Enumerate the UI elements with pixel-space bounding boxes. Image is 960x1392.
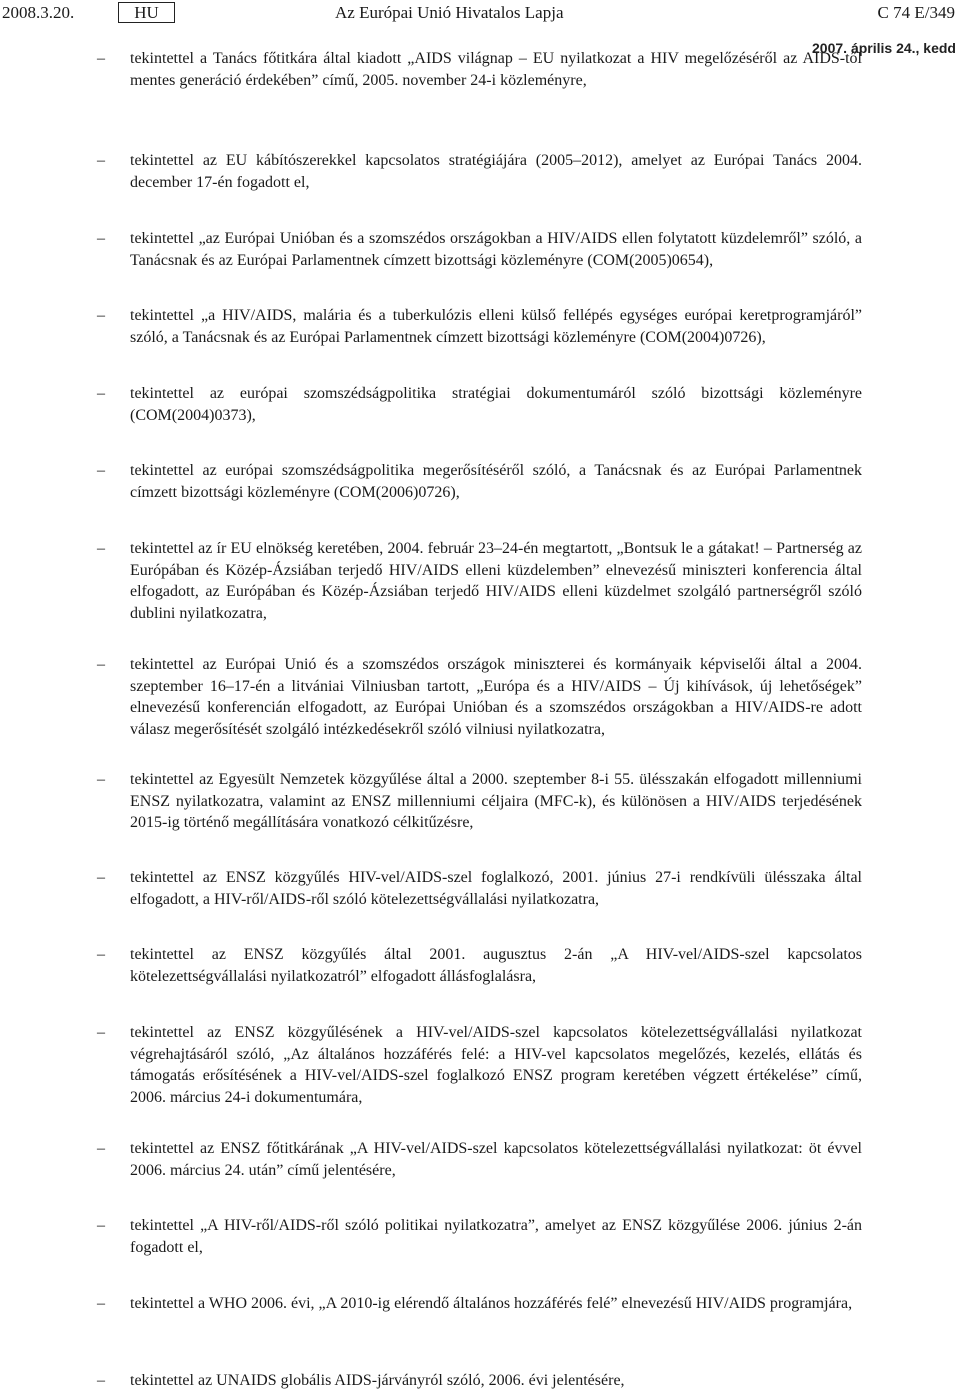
list-item-text: tekintettel a WHO 2006. évi, „A 2010-ig elérendő általános hozzáférés felé” elnevezésű HIV/AIDS programjára, [130,1295,853,1312]
list-item-text: tekintettel az ENSZ főtitkárának „A HIV-vel/AIDS-szel kapcsolatos kötelezettségvállalási nyilatkozat: öt évvel 2006. március 24. után” című jelentésére, [130,1140,862,1179]
list-item-text: tekintettel „A HIV-ről/AIDS-ről szóló politikai nyilatkozatra”, amelyet az ENSZ közgyűlése 2006. június 2-án fogadott el, [130,1217,862,1256]
bullet-dash: – [97,152,105,169]
bullet-dash: – [97,1217,105,1234]
bullet-dash: – [97,385,105,402]
bullet-dash: – [97,1372,105,1389]
list-item-text: tekintettel az ENSZ közgyűlésének a HIV-vel/AIDS-szel kapcsolatos kötelezettségvállalási nyilatkozat végrehajtásáról szóló, „Az általános hozzáférés felé: a HIV-vel kapcsolatos megelőzés, kezelés, ellátás és támogatás erősítésének a HIV-vel/AIDS-szel foglalkozó ENSZ program keretében végzett értékelése” című, 2006. március 24-i dokumentumára, [130,1024,862,1106]
list-item-text: tekintettel az ENSZ közgyűlés HIV-vel/AIDS-szel foglalkozó, 2001. június 27-i rendkívüli ülésszaka által elfogadott, a HIV-ről/AIDS-ről szóló kötelezettségvállalási nyilatkozatra, [130,869,862,908]
list-item-text: tekintettel a Tanács főtitkára által kiadott „AIDS világnap – EU nyilatkozat a HIV megelőzéséről az AIDS-től mentes generáció érdekében” című, 2005. november 24-i közleményre, [130,50,862,89]
bullet-dash: – [97,946,105,963]
list-item-text: tekintettel az Európai Unió és a szomszédos országok miniszterei és kormányaik képviselői által a 2004. szeptember 16–17-én a litvániai Vilniusban tartott, „Európa és a HIV/AIDS – Új kihívások, új lehetőségek” elnevezésű konferencián elfogadott, az Európai Unióban és a szomszédos országokban a HIV/AIDS-re adott válasz megerősítését szolgáló intézkedésekről szóló vilniusi nyilatkozatra, [130,656,862,738]
language-code-badge: HU [118,2,175,23]
bullet-dash: – [97,307,105,324]
list-item-text: tekintettel „az Európai Unióban és a szomszédos országokban a HIV/AIDS ellen folytatott küzdelemről” szóló, a Tanácsnak és az Európai Parlamentnek címzett bizottsági közleményre (COM(2005)0654), [130,230,862,269]
bullet-dash: – [97,869,105,886]
bullet-dash: – [97,540,105,557]
list-item-text: tekintettel „a HIV/AIDS, malária és a tuberkulózis elleni külső fellépés egységes európai keretprogramjáról” szóló, a Tanácsnak és az Európai Parlamentnek címzett bizottsági közleményre (COM(2004)0726), [130,307,862,346]
list-item-text: tekintettel az Egyesült Nemzetek közgyűlése által a 2000. szeptember 8-i 55. ülésszakán elfogadott millenniumi ENSZ nyilatkozatra, valamint az ENSZ millenniumi céljaira (MFC-k), és különösen a HIV/AIDS terjedésének 2015-ig történő megállítására vonatkozó célkitűzésre, [130,771,862,831]
bullet-dash: – [97,1295,105,1312]
journal-title: Az Európai Unió Hivatalos Lapja [335,3,564,22]
bullet-dash: – [97,656,105,673]
list-item-text: tekintettel az UNAIDS globális AIDS-járványról szóló, 2006. évi jelentésére, [130,1372,625,1389]
publication-date: 2008.3.20. [2,3,75,22]
list-item-text: tekintettel az EU kábítószerekkel kapcsolatos stratégiájára (2005–2012), amelyet az Európai Tanács 2004. december 17-én fogadott el, [130,152,862,191]
session-date: 2007. április 24., kedd [812,40,956,56]
list-item-text: tekintettel az ír EU elnökség keretében, 2004. február 23–24-én megtartott, „Bontsuk le a gátakat! – Partnerség az Európában és Közép-Ázsiában terjedő HIV/AIDS elleni küzdelemben” elnevezésű miniszteri konferencia által elfogadott, az Európában és Közép-Ázsiában terjedő HIV/AIDS elleni küzdelmet szolgáló partnerségről szóló dublini nyilatkozatra, [130,540,862,622]
bullet-dash: – [97,230,105,247]
bullet-dash: – [97,771,105,788]
bullet-dash: – [97,1024,105,1041]
bullet-dash: – [97,50,105,67]
page-header [0,0,960,30]
bullet-dash: – [97,1140,105,1157]
list-item-text: tekintettel az európai szomszédságpolitika megerősítéséről szóló, a Tanácsnak és az Európai Parlamentnek címzett bizottsági közleményre (COM(2006)0726), [130,462,862,501]
page-reference: C 74 E/349 [877,3,955,22]
list-item-text: tekintettel az ENSZ közgyűlés által 2001. augusztus 2-án „A HIV-vel/AIDS-szel kapcsolatos kötelezettségvállalási nyilatkozatról” elfogadott állásfoglalásra, [130,946,862,985]
bullet-dash: – [97,462,105,479]
list-item-text: tekintettel az európai szomszédságpolitika stratégiai dokumentumáról szóló bizottsági közleményre (COM(2004)0373), [130,385,862,424]
